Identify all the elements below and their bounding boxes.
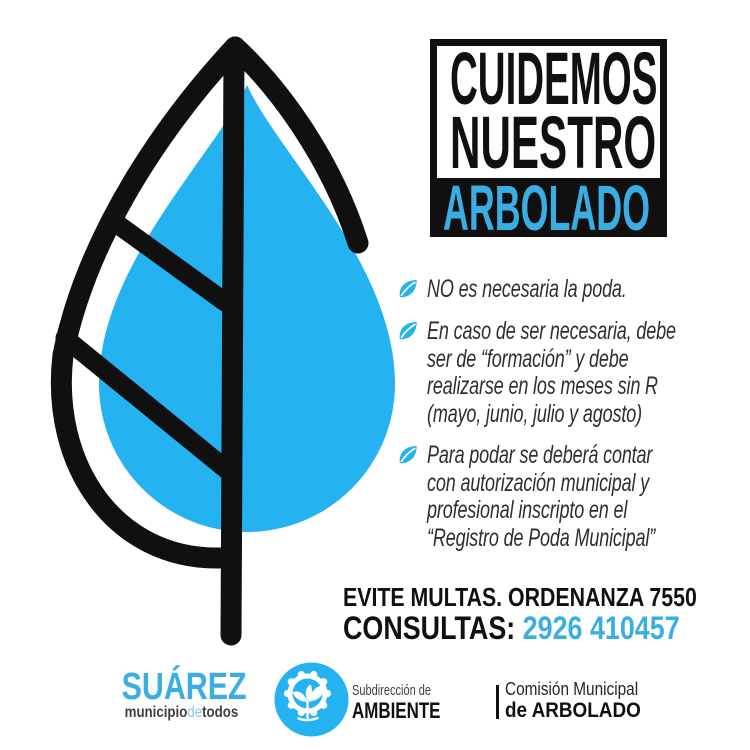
suarez-wordmark: SUÁREZ [121, 666, 247, 708]
footer-divider [496, 685, 499, 719]
leaf-bullet-icon [397, 278, 419, 300]
suarez-logo [106, 666, 256, 722]
tagline-part-2: de [186, 704, 202, 721]
ambiente-line-2: AMBIENTE [352, 698, 441, 723]
bullet-1-line-1: NO es necesaria la poda. [427, 275, 627, 303]
notice-block [343, 582, 750, 646]
bullet-3-line-2: con autorización municipal y [427, 468, 650, 497]
ordinance-text: EVITE MULTAS. ORDENANZA 7550 [343, 582, 697, 612]
bullet-text-2 [427, 318, 676, 428]
leaf-bullet-icon [397, 444, 419, 466]
ambiente-sun-sprout-icon [274, 662, 349, 737]
tagline-part-3: todos [201, 704, 238, 721]
bullet-3-line-4: “Registro de Poda Municipal” [427, 523, 656, 552]
bullet-text-1 [427, 276, 627, 304]
title-line-3: ARBOLADO [443, 185, 651, 237]
leaf-water-drop-illustration [30, 25, 410, 655]
bullet-2-line-2: ser de “formación” y debe [427, 344, 629, 373]
consultas-label: CONSULTAS: [343, 610, 523, 646]
leaf-bullet-icon [397, 320, 419, 342]
ambiente-line-1: Subdirección de [352, 683, 432, 699]
ambiente-logo-text [352, 682, 467, 723]
bullet-text-3 [427, 442, 655, 552]
bullet-2-line-4: (mayo, junio, julio y agosto) [427, 399, 642, 428]
phone-number: 2926 410457 [522, 610, 680, 646]
comision-line-2: de ARBOLADO [505, 699, 641, 722]
tagline-part-1: municipio [124, 704, 187, 721]
bullet-item-2 [397, 318, 750, 428]
title-block [430, 39, 667, 237]
comision-arbolado-text [505, 680, 665, 722]
suarez-tagline [124, 704, 238, 721]
bullet-3-line-3: profesional inscripto en el [427, 496, 628, 524]
bullet-item-1 [397, 276, 704, 304]
bullet-item-3 [397, 442, 744, 552]
title-line-2: NUESTRO [450, 101, 657, 184]
consultas-line [343, 610, 680, 646]
title-highlight-box [430, 185, 667, 237]
title-box [430, 39, 667, 185]
bullet-2-line-1: En caso de ser necesaria, debe [427, 317, 676, 345]
bullet-3-line-1: Para podar se deberá contar [427, 441, 653, 469]
title-line-1: CUIDEMOS [450, 39, 658, 120]
leaf-midrib-stem [231, 55, 234, 635]
bullet-2-line-3: realizarse en los meses sin R [427, 372, 658, 400]
comision-line-1: Comisión Municipal [505, 678, 639, 699]
